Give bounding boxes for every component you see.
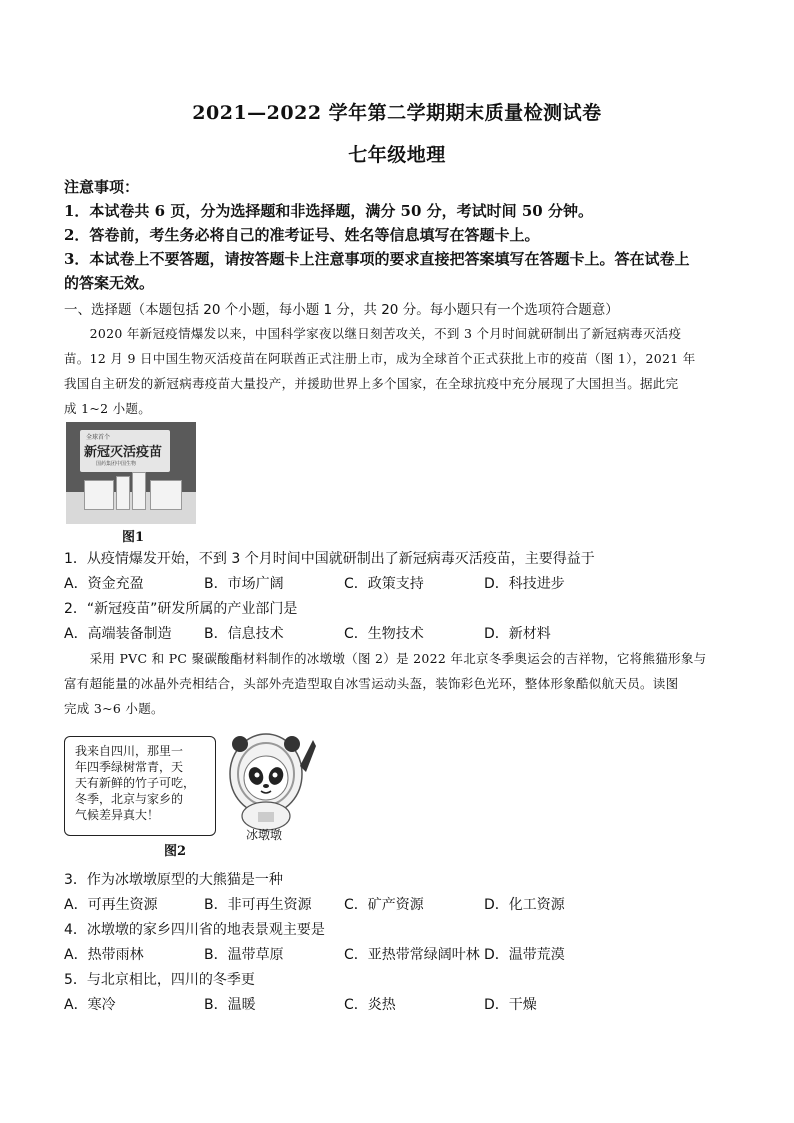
sign-small-text: 全球首个 bbox=[86, 434, 111, 441]
figure-2-caption: 图2 bbox=[164, 844, 187, 859]
option-b: B．温带草原 bbox=[204, 947, 284, 963]
speech-bubble bbox=[64, 736, 216, 836]
question-3-options bbox=[64, 894, 732, 914]
question-2-stem: 2．“新冠疫苗”研发所属的产业部门是 bbox=[64, 601, 298, 617]
passage-line: 成 1~2 小题。 bbox=[64, 401, 152, 416]
passage-line: 我国自主研发的新冠病毒疫苗大量投产，并援助世界上多个国家，在全球抗疫中充分展现了大国担当。据此完 bbox=[64, 376, 679, 391]
option-c: C．炎热 bbox=[344, 997, 396, 1013]
exam-title: 2021—2022 学年第二学期期末质量检测试卷 bbox=[192, 102, 602, 124]
option-a: A．高端装备制造 bbox=[64, 626, 172, 642]
option-d: D．干燥 bbox=[484, 997, 537, 1013]
option-a: A．资金充盈 bbox=[64, 576, 144, 592]
sign-big-text: 新冠灭活疫苗 bbox=[84, 445, 163, 460]
figure-1-vaccine-photo bbox=[66, 422, 196, 524]
question-4-options bbox=[64, 944, 732, 964]
vaccine-box bbox=[150, 480, 182, 510]
vaccine-vial bbox=[116, 476, 130, 510]
bubble-line: 年四季绿树常青，天 bbox=[75, 760, 184, 774]
passage-line: 富有超能量的冰晶外壳相结合，头部外壳造型取自冰雪运动头盔，装饰彩色光环，整体形象酷似航天员。读图 bbox=[64, 676, 679, 691]
vaccine-box bbox=[84, 480, 114, 510]
question-5-options bbox=[64, 994, 732, 1014]
option-d: D．化工资源 bbox=[484, 897, 565, 913]
option-b: B．温暖 bbox=[204, 997, 256, 1013]
option-b: B．非可再生资源 bbox=[204, 897, 312, 913]
note-item: 的答案无效。 bbox=[64, 274, 155, 292]
bubble-line: 天有新鲜的竹子可吃， bbox=[75, 776, 196, 790]
vaccine-vial bbox=[132, 472, 146, 510]
passage-line: 2020 年新冠疫情爆发以来，中国科学家夜以继日刻苦攻关，不到 3 个月时间就研制出了新冠病毒灭活疫 bbox=[64, 326, 682, 341]
option-d: D．科技进步 bbox=[484, 576, 565, 592]
passage-line: 苗。12 月 9 日中国生物灭活疫苗在阿联酋正式注册上市，成为全球首个正式获批上市的疫苗（图 1），2021 年 bbox=[64, 351, 696, 366]
option-a: A．热带雨林 bbox=[64, 947, 144, 963]
option-c: C．亚热带常绿阔叶林 bbox=[344, 947, 480, 963]
bubble-line: 冬季，北京与家乡的 bbox=[75, 792, 184, 806]
notes-heading: 注意事项： bbox=[64, 178, 140, 196]
passage-line: 完成 3~6 小题。 bbox=[64, 701, 164, 716]
question-1-stem: 1．从疫情爆发开始，不到 3 个月时间中国就研制出了新冠病毒灭活疫苗，主要得益于 bbox=[64, 551, 595, 567]
section-heading: 一、选择题（本题包括 20 个小题，每小题 1 分，共 20 分。每小题只有一个选项符合题意） bbox=[64, 302, 619, 318]
option-d: D．新材料 bbox=[484, 626, 551, 642]
option-b: B．市场广阔 bbox=[204, 576, 284, 592]
question-5-stem: 5．与北京相比，四川的冬季更 bbox=[64, 972, 255, 988]
question-4-stem: 4．冰墩墩的家乡四川省的地表景观主要是 bbox=[64, 922, 325, 938]
question-2-options bbox=[64, 623, 732, 643]
option-b: B．信息技术 bbox=[204, 626, 284, 642]
bubble-line: 我来自四川，那里一 bbox=[75, 744, 184, 758]
note-item: 2．答卷前，考生务必将自己的准考证号、姓名等信息填写在答题卡上。 bbox=[64, 226, 540, 244]
note-item: 3．本试卷上不要答题，请按答题卡上注意事项的要求直接把答案填写在答题卡上。答在试卷上 bbox=[64, 250, 690, 268]
exam-subject: 七年级地理 bbox=[348, 144, 446, 166]
option-c: C．政策支持 bbox=[344, 576, 424, 592]
note-item: 1．本试卷共 6 页，分为选择题和非选择题，满分 50 分，考试时间 50 分钟。 bbox=[64, 202, 593, 220]
option-c: C．生物技术 bbox=[344, 626, 424, 642]
passage-line: 采用 PVC 和 PC 聚碳酸酯材料制作的冰墩墩（图 2）是 2022 年北京冬季奥运会的吉祥物，它将熊猫形象与 bbox=[64, 651, 707, 666]
option-a: A．可再生资源 bbox=[64, 897, 158, 913]
figure-1-caption: 图1 bbox=[122, 530, 145, 545]
bubble-line: 气候差异真大！ bbox=[75, 808, 160, 822]
option-d: D．温带荒漠 bbox=[484, 947, 565, 963]
sign-tiny-text: 国药集团中国生物 bbox=[96, 461, 137, 467]
option-a: A．寒冷 bbox=[64, 997, 116, 1013]
question-1-options bbox=[64, 573, 732, 593]
mascot-label: 冰墩墩 bbox=[246, 828, 283, 842]
option-c: C．矿产资源 bbox=[344, 897, 424, 913]
question-3-stem: 3．作为冰墩墩原型的大熊猫是一种 bbox=[64, 872, 283, 888]
